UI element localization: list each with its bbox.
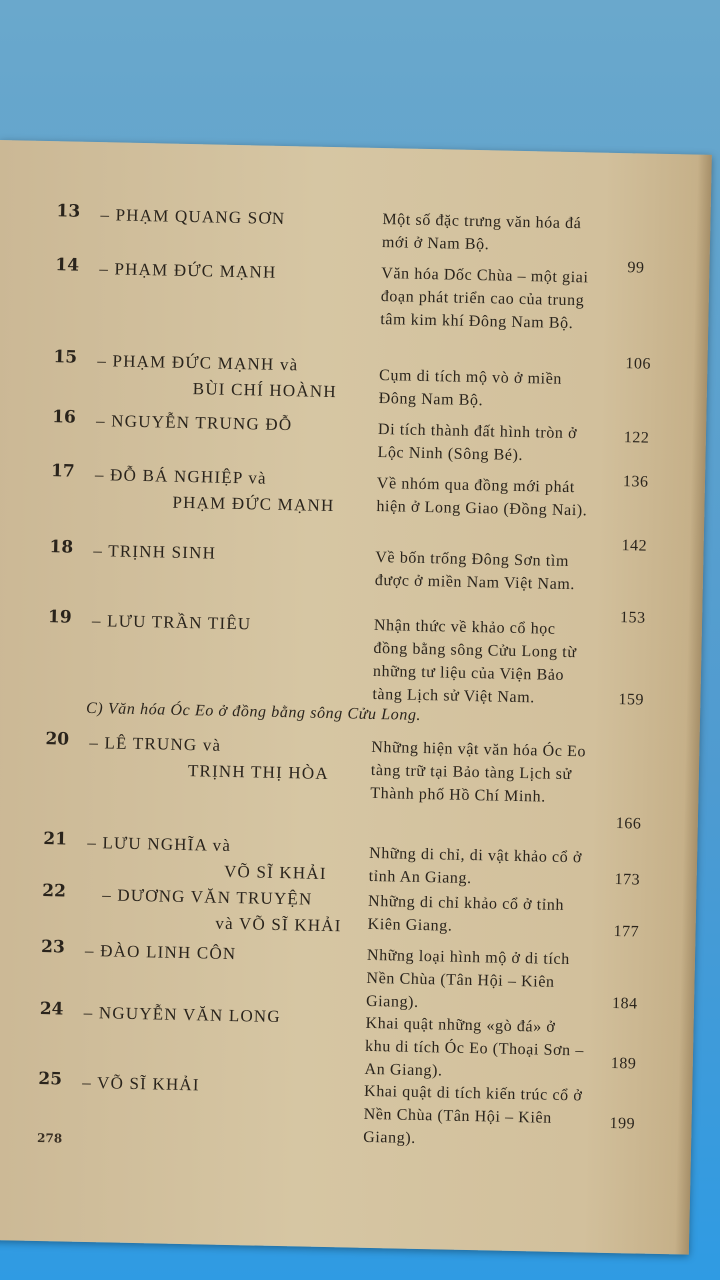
entry-number: 20 bbox=[45, 729, 70, 750]
entry-author bbox=[89, 730, 360, 788]
entry-title: Cụm di tích mộ vò ở miền Đông Nam Bộ. bbox=[378, 366, 563, 410]
entry-title: Khai quật di tích kiến trúc cổ ở Nền Chùa (Tân Hội – Kiên Giang). bbox=[363, 1082, 583, 1147]
entry-author: – NGUYỄN VĂN LONG bbox=[83, 1002, 282, 1027]
entry-title: Nhận thức về khảo cổ học đồng bằng sông Cửu Long từ những tư liệu của Viện Bảo tàng Lịch sử Việt Nam. bbox=[372, 616, 577, 707]
entry-page: 189 bbox=[610, 1054, 637, 1073]
entry-author: – PHẠM ĐỨC MẠNH bbox=[99, 259, 277, 282]
toc-entry bbox=[0, 200, 699, 254]
entry-title: Những hiện vật văn hóa Óc Eo tàng trữ tại Bảo tàng Lịch sử Thành phố Hồ Chí Minh. bbox=[370, 738, 587, 806]
entry-page: 166 bbox=[615, 815, 642, 833]
entry-page: 106 bbox=[625, 355, 652, 373]
entry-number: 17 bbox=[50, 461, 75, 482]
entry-number: 24 bbox=[39, 999, 64, 1020]
entry-page: 99 bbox=[627, 259, 645, 277]
entry-number: 19 bbox=[47, 607, 72, 628]
entry-page: 184 bbox=[611, 995, 638, 1013]
entry-page: 122 bbox=[623, 429, 650, 447]
entry-number: 13 bbox=[56, 201, 81, 222]
author-line-2: TRỊNH THỊ HÒA bbox=[187, 761, 330, 784]
entry-page: 136 bbox=[622, 473, 649, 491]
entry-number: 23 bbox=[40, 937, 65, 958]
entry-title: Một số đặc trưng văn hóa đá mới ở Nam Bộ. bbox=[381, 211, 582, 254]
entry-page: 159 bbox=[618, 691, 645, 709]
entry-page: 142 bbox=[621, 537, 648, 555]
entry-number: 25 bbox=[38, 1069, 63, 1090]
author-line-2: PHẠM ĐỨC MẠNH bbox=[172, 492, 335, 516]
entry-page: 177 bbox=[613, 923, 640, 941]
entry-title: Di tích thành đất hình tròn ở Lộc Ninh (Sông Bé). bbox=[377, 420, 578, 465]
entry-number: 22 bbox=[42, 881, 67, 902]
page-number: 278 bbox=[36, 1130, 63, 1146]
author-line-1: – PHẠM ĐỨC MẠNH và bbox=[97, 351, 299, 375]
entry-page: 153 bbox=[619, 609, 646, 627]
author-line-2: VÕ SĨ KHẢI bbox=[223, 861, 327, 884]
entry-title: Về nhóm qua đồng mới phát hiện ở Long Giao (Đồng Nai). bbox=[376, 474, 588, 520]
entry-title: Những loại hình mộ ở di tích Nền Chùa (Tân Hội – Kiên Giang). bbox=[365, 946, 570, 1011]
entry-title: Về bốn trống Đông Sơn tìm được ở miền Nam Việt Nam. bbox=[374, 548, 576, 594]
entry-title: Những di chỉ, di vật khảo cổ ở tỉnh An Giang. bbox=[368, 844, 583, 888]
section-heading: C) Văn hóa Óc Eo ở đồng bằng sông Cửu Long. bbox=[85, 699, 422, 724]
toc-entry bbox=[0, 346, 696, 410]
toc-entry bbox=[0, 536, 692, 594]
author-line-1: – LƯU NGHĨA và bbox=[87, 832, 232, 855]
entry-author: – NGUYỄN TRUNG ĐỖ bbox=[95, 411, 293, 435]
entry-title: Khai quật những «gò đá» ở khu di tích Óc Eo (Thoại Sơn – An Giang). bbox=[364, 1014, 585, 1080]
entry-number: 21 bbox=[43, 829, 68, 850]
entry-author: – VÕ SĨ KHẢI bbox=[82, 1072, 200, 1095]
entry-author bbox=[97, 348, 368, 406]
entry-title: Văn hóa Dốc Chùa – một giai đoạn phát triển cao của trung tâm kim khí Đông Nam Bộ. bbox=[380, 265, 589, 333]
entry-author: – PHẠM QUANG SƠN bbox=[100, 205, 286, 228]
entry-author bbox=[101, 882, 372, 940]
entry-author bbox=[86, 830, 357, 888]
author-line-1: – ĐỖ BÁ NGHIỆP và bbox=[94, 465, 268, 488]
book-page bbox=[0, 140, 712, 1255]
entry-page-last: 199 bbox=[609, 1114, 636, 1133]
author-line-1: – DƯƠNG VĂN TRUYỆN bbox=[102, 885, 313, 909]
entry-page: 173 bbox=[614, 871, 641, 889]
entry-number: 15 bbox=[53, 347, 78, 368]
entry-number: 18 bbox=[49, 537, 74, 558]
entry-author: – ĐÀO LINH CÔN bbox=[84, 940, 237, 964]
author-line-1: – LÊ TRUNG và bbox=[89, 733, 222, 755]
entry-number: 14 bbox=[55, 255, 80, 276]
entry-number: 16 bbox=[51, 407, 77, 428]
entry-author: – LƯU TRẦN TIÊU bbox=[91, 611, 252, 634]
entry-title: Những di chỉ khảo cổ ở tỉnh Kiên Giang. bbox=[367, 892, 565, 935]
author-line-2: BÙI CHÍ HOÀNH bbox=[192, 379, 338, 402]
entry-author bbox=[94, 462, 365, 520]
entry-author: – TRỊNH SINH bbox=[93, 541, 217, 563]
author-line-2: và VÕ SĨ KHẢI bbox=[215, 913, 342, 936]
